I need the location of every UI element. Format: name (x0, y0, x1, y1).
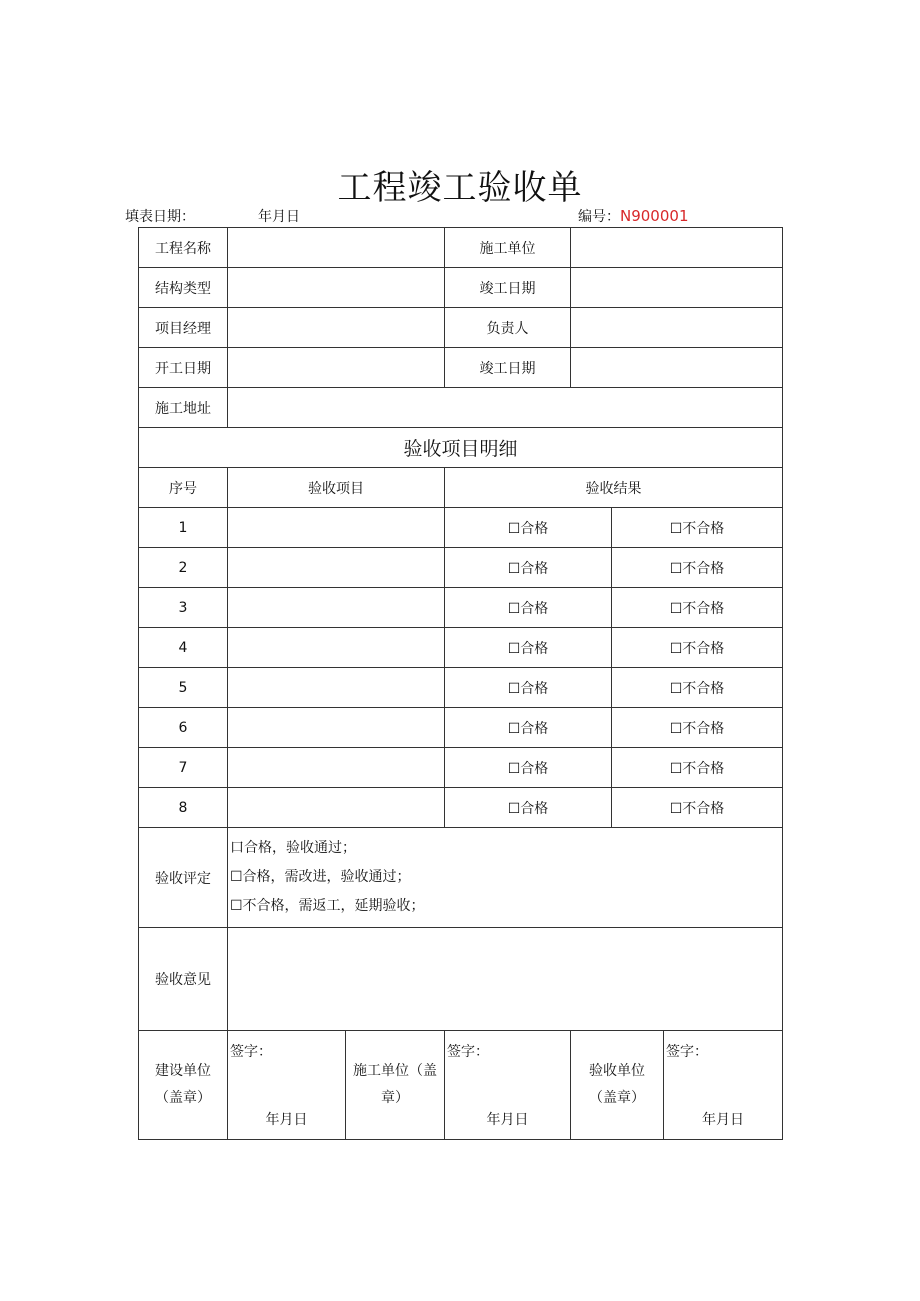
result-pass-checkbox[interactable]: ☐合格 (445, 668, 612, 708)
party-construction-unit (346, 1031, 445, 1140)
details-heading-row (139, 428, 783, 468)
opinion-row (139, 928, 783, 1031)
col-item-header: 验收项目 (228, 468, 445, 508)
result-fail-checkbox[interactable]: ☐不合格 (612, 548, 783, 588)
result-fail-checkbox[interactable]: ☐不合格 (612, 788, 783, 828)
col-result-header: 验收结果 (445, 468, 783, 508)
detail-item-field[interactable] (228, 748, 445, 788)
form-number-value: N900001 (620, 207, 689, 225)
structure-type-field[interactable] (228, 268, 445, 308)
responsible-person-label: 负责人 (445, 308, 571, 348)
sign-date: 年月日 (486, 1112, 529, 1128)
completion-date-field[interactable] (571, 268, 783, 308)
project-manager-field[interactable] (228, 308, 445, 348)
signature-box-owner[interactable] (228, 1031, 346, 1140)
project-name-field[interactable] (228, 228, 445, 268)
evaluation-label: 验收评定 (139, 828, 228, 928)
construction-unit-label: 施工单位 (445, 228, 571, 268)
detail-row (139, 668, 783, 708)
result-pass-checkbox[interactable]: ☐合格 (445, 708, 612, 748)
detail-seq: 3 (139, 588, 228, 628)
construction-unit-field[interactable] (571, 228, 783, 268)
sign-date: 年月日 (265, 1112, 308, 1128)
sign-date: 年月日 (702, 1112, 744, 1128)
col-seq-header: 序号 (139, 468, 228, 508)
result-pass-checkbox[interactable]: ☐合格 (445, 748, 612, 788)
details-heading: 验收项目明细 (139, 428, 783, 468)
evaluation-options (228, 828, 783, 928)
opinion-label: 验收意见 (139, 928, 228, 1031)
start-date-label: 开工日期 (139, 348, 228, 388)
result-fail-checkbox[interactable]: ☐不合格 (612, 748, 783, 788)
signature-box-contractor[interactable] (445, 1031, 571, 1140)
result-pass-checkbox[interactable]: ☐合格 (445, 548, 612, 588)
address-field[interactable] (228, 388, 783, 428)
detail-seq: 8 (139, 788, 228, 828)
evaluation-row (139, 828, 783, 928)
project-name-label: 工程名称 (139, 228, 228, 268)
info-row (139, 388, 783, 428)
detail-item-field[interactable] (228, 508, 445, 548)
address-label: 施工地址 (139, 388, 228, 428)
party-name: 施工单位（盖 (353, 1063, 437, 1079)
result-fail-checkbox[interactable]: ☐不合格 (612, 628, 783, 668)
signature-box-acceptance[interactable] (664, 1031, 783, 1140)
detail-seq: 2 (139, 548, 228, 588)
info-row (139, 228, 783, 268)
result-pass-checkbox[interactable]: ☐合格 (445, 588, 612, 628)
responsible-person-field[interactable] (571, 308, 783, 348)
party-name: 建设单位 (155, 1063, 211, 1079)
form-number-label: 编号： (578, 209, 620, 225)
detail-row (139, 628, 783, 668)
detail-seq: 6 (139, 708, 228, 748)
result-fail-checkbox[interactable]: ☐不合格 (612, 508, 783, 548)
result-fail-checkbox[interactable]: ☐不合格 (612, 708, 783, 748)
acceptance-form-table (138, 227, 783, 1140)
detail-seq: 7 (139, 748, 228, 788)
party-name: 验收单位 (589, 1063, 645, 1079)
party-seal: （盖章） (155, 1090, 211, 1106)
detail-seq: 5 (139, 668, 228, 708)
result-pass-checkbox[interactable]: ☐合格 (445, 788, 612, 828)
sign-label: 签字： (230, 1044, 272, 1060)
evaluation-option-pass[interactable]: 口合格，验收通过； (230, 840, 356, 856)
evaluation-option-fail[interactable]: ☐不合格，需返工，延期验收； (230, 898, 425, 914)
form-number (578, 206, 688, 226)
party-acceptance-unit (571, 1031, 664, 1140)
result-pass-checkbox[interactable]: ☐合格 (445, 508, 612, 548)
fill-date-value: 年月日 (258, 209, 300, 225)
sign-label: 签字： (666, 1044, 708, 1060)
page-title: 工程竣工验收单 (337, 168, 583, 208)
detail-row (139, 708, 783, 748)
detail-row (139, 788, 783, 828)
details-header-row (139, 468, 783, 508)
result-fail-checkbox[interactable]: ☐不合格 (612, 668, 783, 708)
signature-row (139, 1031, 783, 1140)
party-construction-owner (139, 1031, 228, 1140)
evaluation-option-pass-improve[interactable]: ☐合格，需改进，验收通过； (230, 869, 411, 885)
detail-item-field[interactable] (228, 588, 445, 628)
start-date-field[interactable] (228, 348, 445, 388)
detail-row (139, 548, 783, 588)
fill-date-label: 填表日期： (125, 209, 195, 225)
detail-item-field[interactable] (228, 708, 445, 748)
info-row (139, 268, 783, 308)
detail-item-field[interactable] (228, 548, 445, 588)
detail-row (139, 748, 783, 788)
project-manager-label: 项目经理 (139, 308, 228, 348)
info-row (139, 348, 783, 388)
completion-date-label-2: 竣工日期 (445, 348, 571, 388)
detail-seq: 4 (139, 628, 228, 668)
result-fail-checkbox[interactable]: ☐不合格 (612, 588, 783, 628)
result-pass-checkbox[interactable]: ☐合格 (445, 628, 612, 668)
detail-row (139, 588, 783, 628)
party-seal: 章） (381, 1090, 409, 1106)
detail-row (139, 508, 783, 548)
opinion-field[interactable] (228, 928, 783, 1031)
detail-item-field[interactable] (228, 668, 445, 708)
detail-item-field[interactable] (228, 628, 445, 668)
completion-date-label: 竣工日期 (445, 268, 571, 308)
sign-label: 签字： (447, 1044, 489, 1060)
completion-date-field-2[interactable] (571, 348, 783, 388)
info-row (139, 308, 783, 348)
structure-type-label: 结构类型 (139, 268, 228, 308)
detail-seq: 1 (139, 508, 228, 548)
detail-item-field[interactable] (228, 788, 445, 828)
party-seal: （盖章） (589, 1090, 645, 1106)
